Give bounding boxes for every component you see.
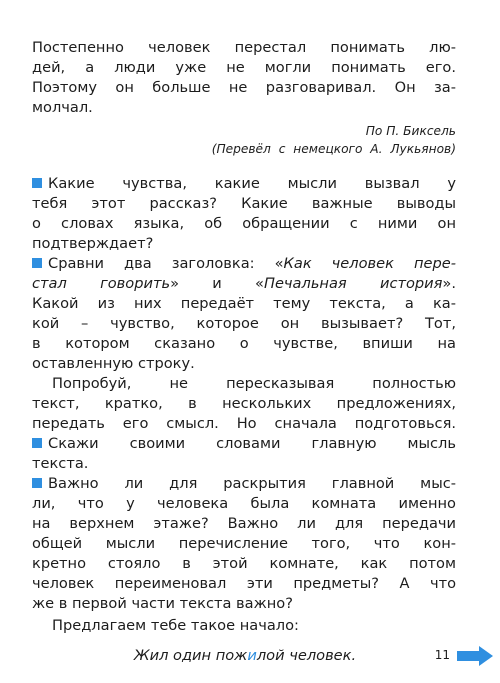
story-line: дей, а люди уже не могли понимать его. <box>32 59 456 76</box>
task-3-line: Скажи своими словами главную мысль <box>32 434 456 454</box>
task-2-line: кой – чувство, которое он вызывает? Тот, <box>32 315 456 332</box>
task-2-line: оставленную строку. <box>32 355 195 372</box>
task-2-line: Какой из них передаёт тему текста, а ка- <box>32 295 456 312</box>
task-4-line: же в первой части текста важно? <box>32 595 293 612</box>
title-option-1: Как человек пере- <box>283 255 456 272</box>
task-4-line: кретно стояло в этой комнате, как потом <box>32 555 456 572</box>
task-2-line: стал говорить» и «Печальная история». <box>32 275 456 292</box>
retell-line: текст, кратко, в нескольких предложениях, <box>32 395 456 412</box>
task-1-line: тебя этот рассказ? Какие важные выводы <box>32 195 456 212</box>
task-4-line: человек переименовал эти предметы? А что <box>32 575 456 592</box>
task-1-line: подтверждает? <box>32 235 154 252</box>
task-1-line: Какие чувства, какие мысли вызвал у <box>32 174 456 194</box>
task-2-line: в котором сказано о чувстве, впиши на <box>32 335 456 352</box>
retell-line: Попробуй, не пересказывая полностью <box>52 375 456 392</box>
story-translator: (Перевёл с немецкого А. Лукьянов) <box>211 142 456 156</box>
task-4-line: на верхнем этаже? Важно ли для передачи <box>32 515 456 532</box>
offer-line: Предлагаем тебе такое начало: <box>52 617 299 634</box>
task-4-line: общей мысли перечисление того, что кон- <box>32 535 456 552</box>
task-3-line: текста. <box>32 455 89 472</box>
story-line: Постепенно человек перестал понимать лю- <box>32 39 456 56</box>
task-4-line: Важно ли для раскрытия главной мыс- <box>32 474 456 494</box>
blue-square-bullet-icon <box>32 178 42 188</box>
page-arrow-icon <box>455 645 495 667</box>
story-author: По П. Биксель <box>365 124 456 138</box>
highlighted-letter: и <box>247 647 257 664</box>
task-2-line: Сравни два заголовка: «Как человек пере- <box>32 254 456 274</box>
blue-square-bullet-icon <box>32 438 42 448</box>
blue-square-bullet-icon <box>32 478 42 488</box>
title-option-2: Печальная история <box>263 275 443 292</box>
story-line: молчал. <box>32 99 93 116</box>
title-option-1-cont: стал говорить <box>32 275 171 292</box>
task-4-line: ли, что у человека была комната именно <box>32 495 456 512</box>
sample-sentence: Жил один пожилой человек. <box>133 647 357 664</box>
blue-square-bullet-icon <box>32 258 42 268</box>
task-1-line: о словах языка, об обращении с ними он <box>32 215 456 232</box>
retell-line: передать его смысл. Но сначала подготовься. <box>32 415 456 432</box>
story-line: Поэтому он больше не разговаривал. Он за- <box>32 79 456 96</box>
page-number: 11 <box>434 648 450 662</box>
